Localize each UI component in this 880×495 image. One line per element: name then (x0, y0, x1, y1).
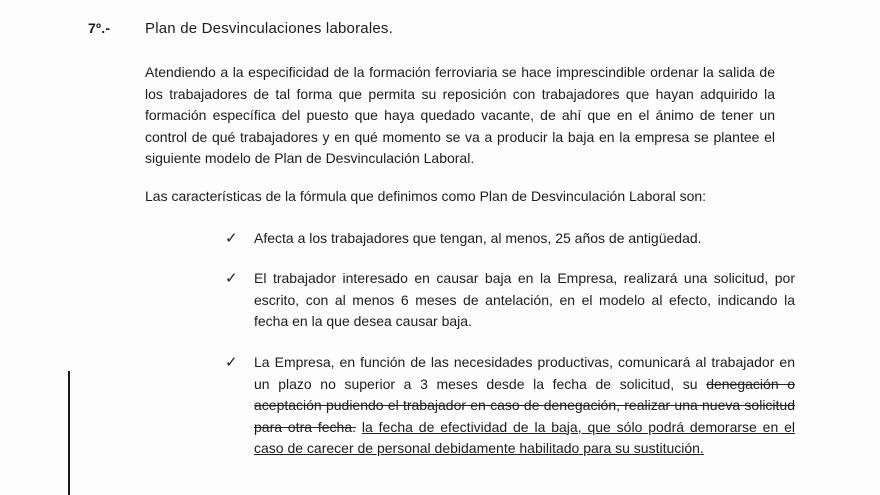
checkmark-icon: ✓ (225, 230, 238, 247)
underlined-text: la fecha de efectividad de la baja, que sólo podrá demorarse en el caso de carecer de personal debidamente habilitado para su sustitución. (254, 418, 796, 456)
bullet-text: El trabajador interesado en causar baja en la Empresa, realizará una solicitud, por escrito, con al menos 6 meses de antelación, en el modelo al efecto, indicando la fecha en la que desea causar baja. (254, 270, 795, 329)
intro-paragraph: Atendiendo a la especificidad de la formación ferroviaria se hace imprescindible ordenar la salida de los trabajadores de tal forma que permita su reposición con trabajadores que hayan adquirido la formación específica del puesto que haya quedado vacante, de ahí que en el ánimo de tener un control de qué trabajadores y en qué momento se va a producir la baja en la empresa se plantee el siguiente modelo de Plan de Desvinculación Laboral. (145, 64, 775, 166)
checkmark-icon: ✓ (225, 270, 238, 287)
struck-through-text: denegación o aceptación pudiendo el trabajador en caso de denegación, realizar una nueva solicitud para otra fecha. (254, 375, 796, 435)
section-title: Plan de Desvinculaciones laborales. (145, 20, 393, 37)
bullet-text-plain: La Empresa, en función de las necesidades productivas, comunicará al trabajador en un plazo no superior a 3 meses desde la fecha de solicitud, su (254, 354, 795, 392)
margin-revision-bar (68, 371, 70, 495)
bullet-item (225, 352, 795, 460)
checkmark-icon: ✓ (225, 354, 238, 371)
section-number: 7º.- (88, 20, 111, 36)
bullet-text: Afecta a los trabajadores que tengan, al menos, 25 años de antigüedad. (254, 230, 702, 246)
bullet-item (225, 228, 795, 250)
bullet-item (225, 268, 795, 333)
bullet-text (254, 352, 795, 460)
lead-paragraph: Las características de la fórmula que definimos como Plan de Desvinculación Laboral son: (145, 188, 707, 204)
